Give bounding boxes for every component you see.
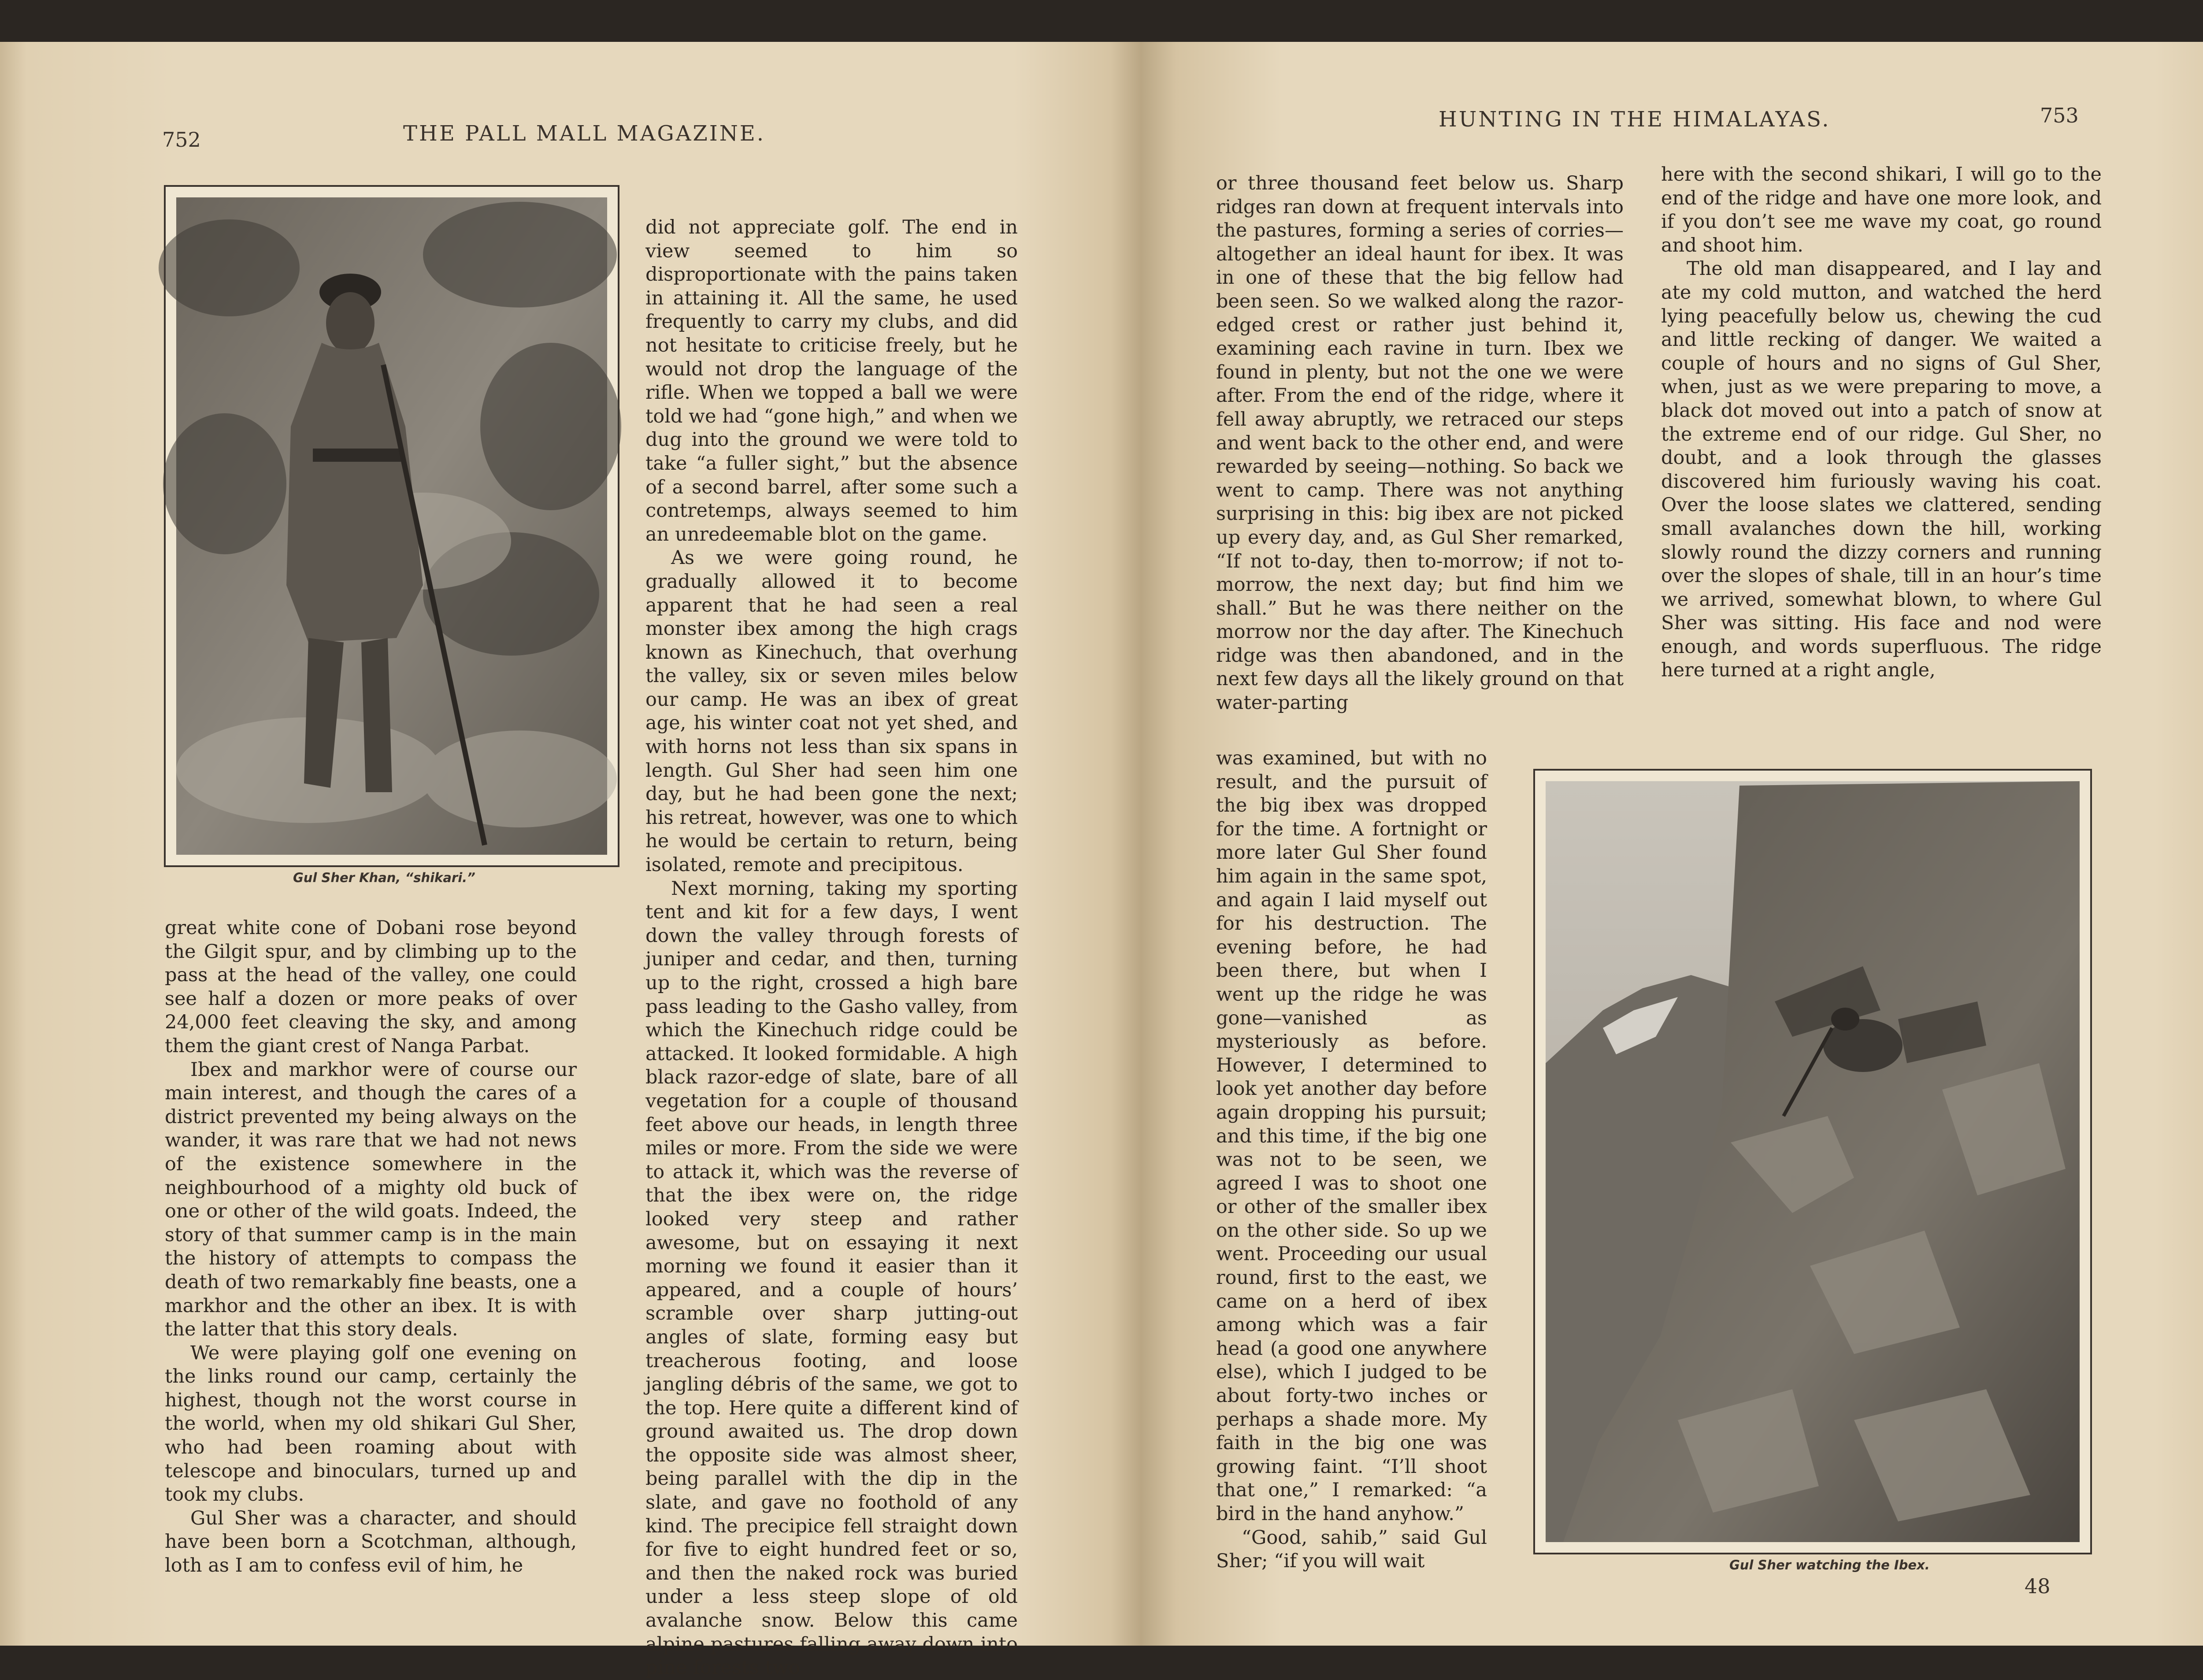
left-photo-caption: Gul Sher Khan, “shikari.” [293, 870, 475, 885]
photo-gul-sher-khan [164, 185, 619, 867]
photo-gul-sher-watching [1533, 769, 2092, 1554]
portrait-photo [176, 197, 607, 855]
right-column-1-top [1216, 172, 1624, 715]
paragraph: The old man disappeared, and I lay and ate my cold mutton, and watched the herd lying peacefully below us, chewing the cud and little recking of danger. We waited a couple of hours and no signs of Gul Sher, when, just as we were preparing to move, a black dot moved out into a patch of snow at the extreme end of our ridge. Gul Sher, no doubt, and a look through the glasses discovered him furiously waving his coat. Over the loose slates we clattered, sending small avalanches down the hill, working slowly round the dizzy corners and running over the slopes of shale, till in an hour’s time we arrived, somewhat blown, to where Gul Sher was sitting. His face and nod were enough, and words superfluous. The ridge here turned at a right angle, [1661, 258, 2102, 682]
paragraph: was examined, but with no result, and the pursuit of the big ibex was dropped for the time. A fortnight or more later Gul Sher found him again in the same spot, and again I laid myself out for his destruction. The evening before, he had been there, but when I went up the ridge he was gone—vanished as mysteriously as before. However, I determined to look yet another day before again dropping his pursuit; and this time, if the big one was not to be seen, we agreed I was to shoot one or other of the smaller ibex on the other side. So up we went. Proceeding our usual round, first to the east, we came on a herd of ibex among which was a fair head (a good one anywhere else), which I judged to be about forty-two inches or perhaps a shade more. My faith in the big one was growing faint. “I’ll shoot that one,” I remarked: “a bird in the hand anyhow.” [1216, 747, 1487, 1525]
paragraph: “Good, sahib,” said Gul Sher; “if you will wait [1216, 1526, 1487, 1572]
paragraph: Next morning, taking my sporting tent and kit for a few days, I went down the valley through forests of juniper and cedar, and then, turning up to the right, crossed a high bare pass leading to the Gasho valley, from which the Kinechuch ridge could be attacked. It looked formidable. A high black razor-edge of slate, bare of all vegetation for a couple of thousand feet above our heads, in length three miles or more. From the side we were to attack it, which was the reverse of that the ibex were on, the ridge looked very steep and rather awesome, but on essaying it next morning we found it easier than it appeared, and a couple of hours’ scramble over sharp jutting-out angles of slate, forming easy but treacherous footing, and loose jangling débris of the same, we got to the top. Here quite a different kind of ground awaited us. The drop down the opposite side was almost sheer, being parallel with the dip in the slate, and gave no foothold of any kind. The precipice fell straight down for five to eight hundred feet or so, and then the naked rock was buried under a less steep slope of old avalanche snow. Below this came alpine pastures falling away down into pine forests two [645, 877, 1018, 1679]
signature-mark: 48 [2025, 1574, 2051, 1598]
paragraph: great white cone of Dobani rose beyond the Gilgit spur, and by climbing up to the pass at the head of the valley, one could see half a dozen or more peaks of over 24,000 feet cleaving the sky, and among them the giant crest of Nanga Parbat. [165, 917, 577, 1057]
paragraph: Gul Sher was a character, and should have been born a Scotchman, although, loth as I am to confess evil of him, he [165, 1507, 577, 1577]
paragraph: As we were going round, he gradually allowed it to become apparent that he had seen a real monster ibex among the high crags known as Kinechuch, that overhung the valley, six or seven miles below our camp. He was an ibex of great age, his winter coat not yet shed, and with horns not less than six spans in length. Gul Sher had seen him one day, but he had been gone the next; his retreat, however, was one to which he would be certain to return, being isolated, remote and precipitous. [645, 547, 1018, 876]
right-page-number: 753 [2040, 104, 2079, 127]
mountain-ridge-photo [1546, 781, 2080, 1542]
right-photo-caption: Gul Sher watching the Ibex. [1729, 1558, 1930, 1572]
left-page [0, 42, 1141, 1679]
paragraph: We were playing golf one evening on the links round our camp, certainly the highest, though not the worst course in the world, when my old shikari Gul Sher, who had been roaming about with telescope and binoculars, turned up and took my clubs. [165, 1342, 577, 1506]
paragraph: here with the second shikari, I will go to the end of the ridge and have one more look, and if you don’t see me wave my coat, go round and shoot him. [1661, 163, 2102, 256]
paragraph: Ibex and markhor were of course our main interest, and though the cares of a district prevented my being always on the wander, it was rare that we had not news of the existence somewhere in the neighbourhood of a mighty old buck of one or other of the wild goats. Indeed, the story of that summer camp is in the main the history of attempts to compass the death of two remarkably fine beasts, one a markhor and the other an ibex. It is with the latter that this story deals. [165, 1058, 577, 1341]
left-column-2 [645, 216, 1018, 1680]
left-page-number: 752 [162, 128, 201, 152]
paragraph: or three thousand feet below us. Sharp ridges ran down at frequent intervals into the pastures, forming a series of corries—altogether an ideal haunt for ibex. It was in one of these that the big fellow had been seen. So we walked along the razor-edged crest or rather just behind it, examining each ravine in turn. Ibex we found in plenty, but not the one we were after. From the end of the ridge, where it fell away abruptly, we retraced our steps and went back to the other end, and were rewarded by seeing—nothing. So back we went to camp. There was not anything surprising in this: big ibex are not picked up every day, and, as Gul Sher remarked, “If not to-day, then to-morrow; if not to-morrow, the next day; but find him we shall.” But he was there neither on the morrow nor the day after. The Kinechuch ridge was then abandoned, and in the next few days all the likely ground on that water-parting [1216, 172, 1624, 714]
left-column-1 [165, 916, 577, 1578]
right-column-1-narrow [1216, 747, 1487, 1573]
right-page [1141, 42, 2203, 1646]
left-running-head: THE PALL MALL MAGAZINE. [403, 121, 765, 146]
paragraph: did not appreciate golf. The end in view seemed to him so disproportionate with the pains taken in attaining it. All the same, he used frequently to carry my clubs, and did not hesitate to criticise freely, but he would not drop the language of the rifle. When we topped a ball we were told we had “gone high,” and when we dug into the ground we were told to take “a fuller sight,” but the absence of a second barrel, after some such a contretemps, always seemed to him an unredeemable blot on the game. [645, 216, 1018, 545]
right-running-head: HUNTING IN THE HIMALAYAS. [1439, 107, 1831, 132]
right-column-2 [1661, 163, 2102, 682]
